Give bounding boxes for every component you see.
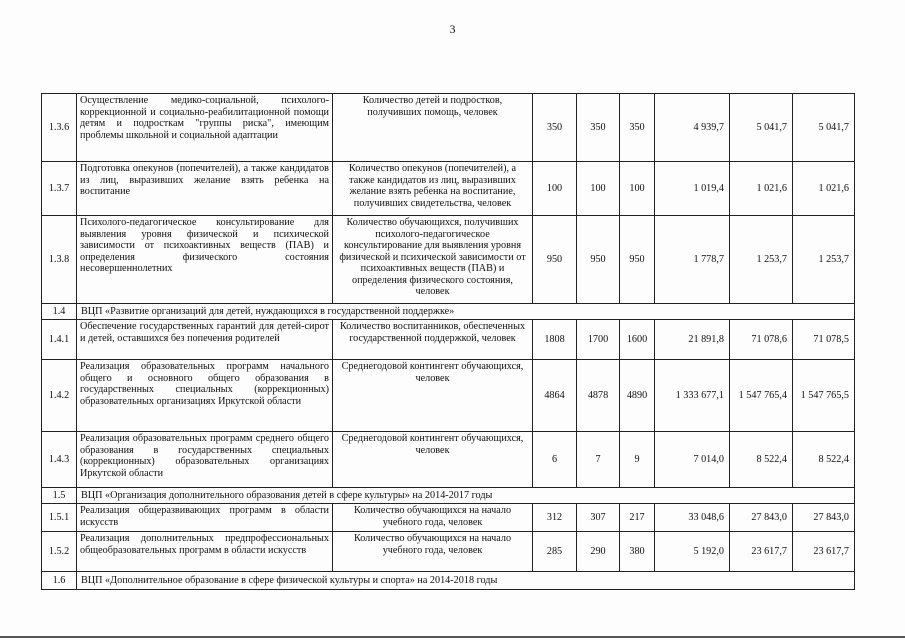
funding-value-1: 33 048,6 bbox=[655, 504, 730, 532]
indicator-value-2: 290 bbox=[577, 532, 620, 572]
indicator-text: Количество обучающихся на начало учебного года, человек bbox=[333, 532, 533, 572]
table-row bbox=[42, 432, 855, 488]
item-number: 1.5.1 bbox=[42, 504, 77, 532]
item-name: Психолого-педагогическое консультирование для выявления уровня физической и психической зависимости от психоактивных веществ (ПАВ) и определения физического состояния несовершеннолетних bbox=[77, 216, 333, 304]
indicator-text: Среднегодовой контингент обучающихся, человек bbox=[333, 360, 533, 432]
funding-value-3: 27 843,0 bbox=[793, 504, 855, 532]
funding-value-1: 1 778,7 bbox=[655, 216, 730, 304]
table-row bbox=[42, 216, 855, 304]
indicator-value-1: 285 bbox=[533, 532, 577, 572]
indicator-value-2: 1700 bbox=[577, 320, 620, 360]
funding-value-2: 1 253,7 bbox=[730, 216, 793, 304]
item-name: Подготовка опекунов (попечителей), а также кандидатов из лиц, выразивших желание взять ребенка на воспитание bbox=[77, 162, 333, 216]
funding-value-2: 23 617,7 bbox=[730, 532, 793, 572]
indicator-value-1: 950 bbox=[533, 216, 577, 304]
funding-value-3: 1 547 765,5 bbox=[793, 360, 855, 432]
section-title: ВЦП «Организация дополнительного образования детей в сфере культуры» на 2014-2017 годы bbox=[77, 488, 855, 504]
indicator-text: Среднегодовой контингент обучающихся, человек bbox=[333, 432, 533, 488]
section-number: 1.4 bbox=[42, 304, 77, 320]
funding-value-1: 1 019,4 bbox=[655, 162, 730, 216]
indicator-value-3: 9 bbox=[620, 432, 655, 488]
indicator-value-2: 350 bbox=[577, 94, 620, 162]
funding-value-3: 8 522,4 bbox=[793, 432, 855, 488]
section-row bbox=[42, 572, 855, 590]
indicator-value-2: 307 bbox=[577, 504, 620, 532]
item-name: Обеспечение государственных гарантий для детей-сирот и детей, оставшихся без попечения родителей bbox=[77, 320, 333, 360]
indicator-text: Количество обучающихся на начало учебного года, человек bbox=[333, 504, 533, 532]
indicator-value-3: 380 bbox=[620, 532, 655, 572]
indicator-value-3: 100 bbox=[620, 162, 655, 216]
funding-value-3: 5 041,7 bbox=[793, 94, 855, 162]
table-row bbox=[42, 162, 855, 216]
page-number: 3 bbox=[449, 22, 456, 36]
indicator-value-1: 1808 bbox=[533, 320, 577, 360]
funding-value-1: 21 891,8 bbox=[655, 320, 730, 360]
funding-value-2: 8 522,4 bbox=[730, 432, 793, 488]
item-number: 1.4.3 bbox=[42, 432, 77, 488]
funding-value-1: 4 939,7 bbox=[655, 94, 730, 162]
indicator-value-1: 4864 bbox=[533, 360, 577, 432]
funding-value-2: 27 843,0 bbox=[730, 504, 793, 532]
section-row bbox=[42, 304, 855, 320]
indicator-value-1: 6 bbox=[533, 432, 577, 488]
funding-value-2: 5 041,7 bbox=[730, 94, 793, 162]
indicator-value-3: 217 bbox=[620, 504, 655, 532]
indicator-text: Количество воспитанников, обеспеченных государственной поддержкой, человек bbox=[333, 320, 533, 360]
program-table bbox=[41, 93, 855, 590]
indicator-text: Количество опекунов (попечителей), а также кандидатов из лиц, выразивших желание взять ребенка на воспитание, получивших свидетельства, человек bbox=[333, 162, 533, 216]
section-number: 1.5 bbox=[42, 488, 77, 504]
indicator-value-3: 950 bbox=[620, 216, 655, 304]
indicator-value-2: 4878 bbox=[577, 360, 620, 432]
item-number: 1.4.2 bbox=[42, 360, 77, 432]
indicator-value-1: 350 bbox=[533, 94, 577, 162]
funding-value-3: 1 253,7 bbox=[793, 216, 855, 304]
indicator-value-2: 950 bbox=[577, 216, 620, 304]
indicator-value-3: 4890 bbox=[620, 360, 655, 432]
table-row bbox=[42, 360, 855, 432]
funding-value-2: 71 078,6 bbox=[730, 320, 793, 360]
item-number: 1.5.2 bbox=[42, 532, 77, 572]
funding-value-3: 1 021,6 bbox=[793, 162, 855, 216]
indicator-text: Количество детей и подростков, получивших помощь, человек bbox=[333, 94, 533, 162]
table-row bbox=[42, 504, 855, 532]
section-number: 1.6 bbox=[42, 572, 77, 590]
item-name: Реализация дополнительных предпрофессиональных общеобразовательных программ в области искусств bbox=[77, 532, 333, 572]
item-name: Реализация образовательных программ среднего общего образования в государственных специальных (коррекционных) образовательных организациях Иркутской области bbox=[77, 432, 333, 488]
table-row bbox=[42, 94, 855, 162]
funding-value-1: 7 014,0 bbox=[655, 432, 730, 488]
table-row bbox=[42, 532, 855, 572]
indicator-value-2: 7 bbox=[577, 432, 620, 488]
indicator-value-3: 1600 bbox=[620, 320, 655, 360]
funding-value-1: 5 192,0 bbox=[655, 532, 730, 572]
item-number: 1.4.1 bbox=[42, 320, 77, 360]
section-title: ВЦП «Дополнительное образование в сфере физической культуры и спорта» на 2014-2018 годы bbox=[77, 572, 855, 590]
item-number: 1.3.7 bbox=[42, 162, 77, 216]
section-row bbox=[42, 488, 855, 504]
scan-edge-line bbox=[0, 636, 905, 638]
indicator-text: Количество обучающихся, получивших психолого-педагогическое консультирование для выявления уровня физической и психической зависимости от психоактивных веществ (ПАВ) и определения физического состояния, человек bbox=[333, 216, 533, 304]
item-name: Осуществление медико-социальной, психолого-коррекционной и социально-реабилитационной помощи детям и подросткам "группы риска", имеющим проблемы школьной и социальной адаптации bbox=[77, 94, 333, 162]
funding-value-2: 1 021,6 bbox=[730, 162, 793, 216]
indicator-value-2: 100 bbox=[577, 162, 620, 216]
indicator-value-3: 350 bbox=[620, 94, 655, 162]
item-name: Реализация общеразвивающих программ в области искусств bbox=[77, 504, 333, 532]
funding-value-3: 71 078,5 bbox=[793, 320, 855, 360]
table-row bbox=[42, 320, 855, 360]
item-name: Реализация образовательных программ начального общего и основного общего образования в государственных специальных (коррекционных) образовательных организациях Иркутской области bbox=[77, 360, 333, 432]
funding-value-2: 1 547 765,4 bbox=[730, 360, 793, 432]
funding-value-1: 1 333 677,1 bbox=[655, 360, 730, 432]
item-number: 1.3.6 bbox=[42, 94, 77, 162]
indicator-value-1: 312 bbox=[533, 504, 577, 532]
indicator-value-1: 100 bbox=[533, 162, 577, 216]
section-title: ВЦП «Развитие организаций для детей, нуждающихся в государственной поддержке» bbox=[77, 304, 855, 320]
item-number: 1.3.8 bbox=[42, 216, 77, 304]
funding-value-3: 23 617,7 bbox=[793, 532, 855, 572]
